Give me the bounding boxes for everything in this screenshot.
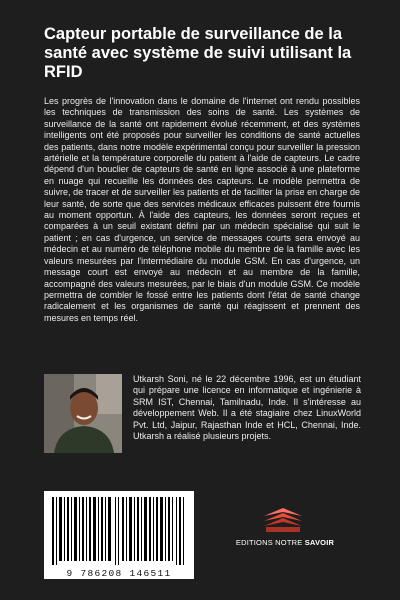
publisher-prefix: EDITIONS NOTRE bbox=[235, 538, 305, 547]
book-title: Capteur portable de surveillance de la santé avec système de suivi utilisant la RFID bbox=[44, 25, 352, 81]
publisher-name-bold: SAVOIR bbox=[304, 538, 335, 547]
author-photo-image bbox=[44, 374, 122, 453]
book-abstract: Les progrès de l'innovation dans le domaine de l'internet ont rendu possibles les techniques de transmission des soins de santé. Les systèmes de surveillance de la santé ont rapidement évolué récemment, et des systèmes intelligents ont été proposés pour surveiller les conditions de santé actuelles des patients, dans notre modèle expérimental conçu pour surveiller la pression artérielle et la température corporelle du patient à l'aide de capteurs. Le cadre dépend d'un bouclier de capteurs de santé en ligne associé à une plateforme en nuage qui recueille les données des capteurs. Le modèle permettra de suivre, de tracer et de surveiller les patients et de faciliter la prise en charge de leur santé, de sorte que des services médicaux efficaces puissent être fournis au moment opportun. À l'aide des capteurs, les données seront reçues et comparées à un seuil existant défini par un médecin spécialisé qui suit le patient ; en cas d'urgence, un service de messages courts sera envoyé au médecin et au numéro de téléphone mobile du membre de la famille avec les valeurs mesurées par l'intermédiaire du module GSM. En cas d'urgence, un message court est envoyé au médecin et au membre de la famille, accompagné des valeurs mesurées, par le biais d'un module GSM. Ce modèle permettra de combler le fossé entre les patients dont l'état de santé change radicalement et les organismes de santé qui réagissent et prennent des mesures en temps réel. bbox=[44, 96, 360, 323]
barcode bbox=[44, 491, 194, 579]
author-photo bbox=[44, 374, 122, 453]
author-bio: Utkarsh Soni, né le 22 décembre 1996, est un étudiant qui prépare une licence en informatique et ingénierie à SRM IST, Chennai, Tamilnadu, Inde. Il s'intéresse au développement Web. Il a été stagiaire chez LinuxWorld Pvt. Ltd, Jaipur, Rajasthan Inde et HCL, Chennai, Inde. Utkarsh a réalisé plusieurs projets. bbox=[133, 374, 361, 442]
barcode-digits: 9 786208 146511 bbox=[66, 568, 172, 579]
publisher-logo-icon bbox=[262, 506, 304, 534]
publisher-name bbox=[235, 538, 335, 547]
barcode-bars bbox=[52, 497, 186, 565]
